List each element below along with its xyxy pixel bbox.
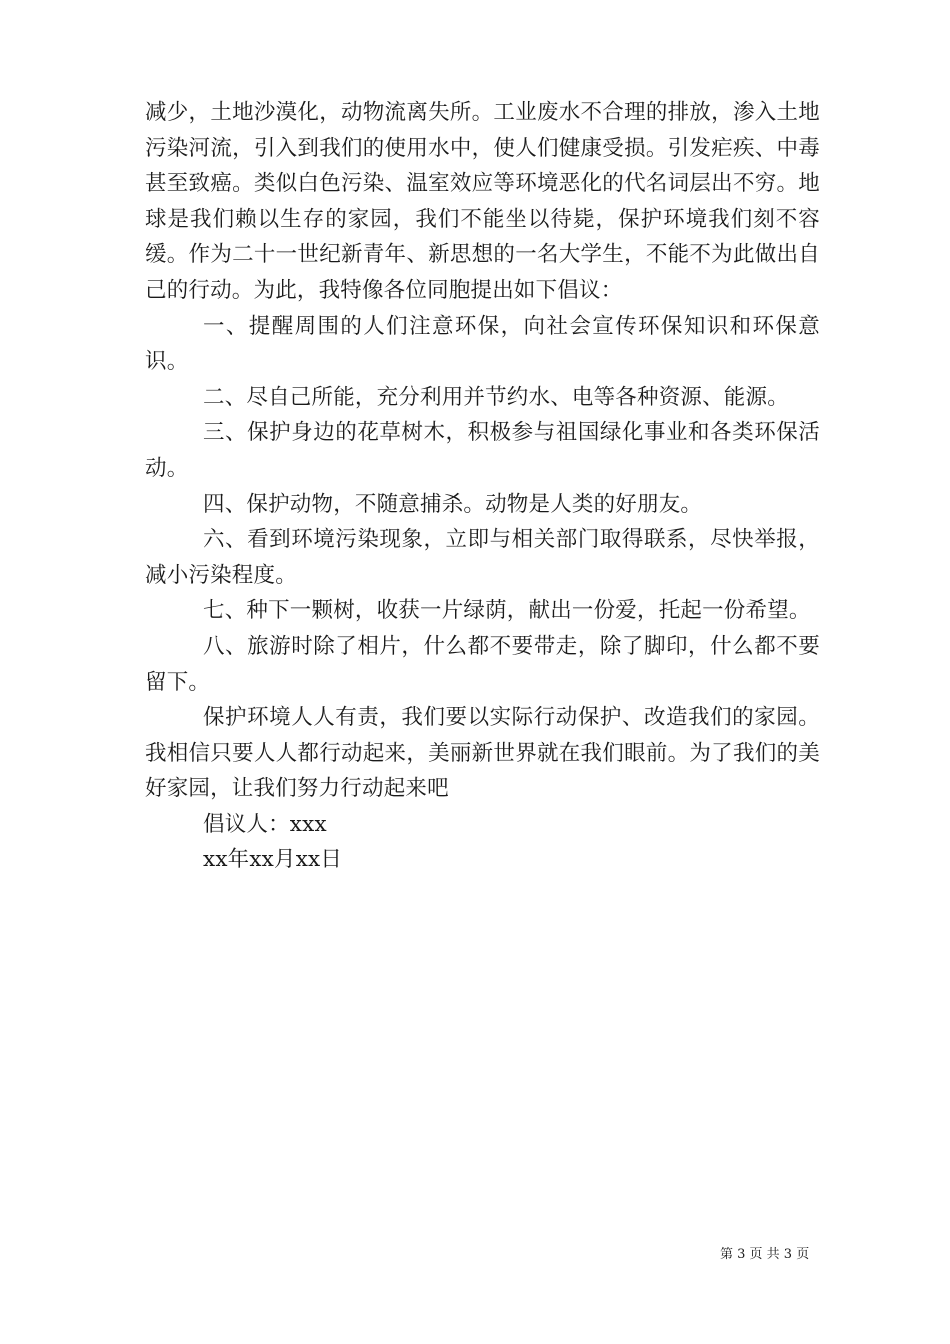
proposal-item-6: 六、看到环境污染现象，立即与相关部门取得联系，尽快举报，减小污染程度。 — [145, 527, 820, 588]
body-paragraph-1: 减少，土地沙漠化，动物流离失所。工业废水不合理的排放，渗入土地污染河流，引入到我们的使用水中，使人们健康受损。引发疟疾、中毒甚至致癌。类似白色污染、温室效应等环境恶化的代名词层出不穷。地球是我们赖以生存的家园，我们不能坐以待毙，保护环境我们刻不容缓。作为二十一世纪新青年、新思想的一名大学生，不能不为此做出自己的行动。为此，我特像各位同胞提出如下倡议： — [145, 100, 820, 303]
proposal-item-7: 七、种下一颗树，收获一片绿荫，献出一份爱，托起一份希望。 — [203, 598, 811, 624]
closing-paragraph: 保护环境人人有责，我们要以实际行动保护、改造我们的家园。我相信只要人人都行动起来，美丽新世界就在我们眼前。为了我们的美好家园，让我们努力行动起来吧 — [145, 705, 820, 802]
page-number-footer: 第 3 页 共 3 页 — [720, 1247, 810, 1262]
proposal-item-2: 二、尽自己所能，充分利用并节约水、电等各种资源、能源。 — [203, 384, 789, 410]
date-line: xx年xx月xx日 — [203, 847, 343, 873]
proposal-item-8: 八、旅游时除了相片，什么都不要带走，除了脚印，什么都不要留下。 — [145, 633, 820, 695]
proposal-item-4: 四、保护动物，不随意捕杀。动物是人类的好朋友。 — [203, 491, 703, 517]
proposal-item-1: 一、提醒周围的人们注意环保，向社会宣传环保知识和环保意识。 — [145, 313, 820, 375]
proposal-item-3: 三、保护身边的花草树木，积极参与祖国绿化事业和各类环保活动。 — [145, 420, 820, 481]
signatory-line: 倡议人：xxx — [203, 811, 327, 837]
document-body — [145, 95, 820, 878]
